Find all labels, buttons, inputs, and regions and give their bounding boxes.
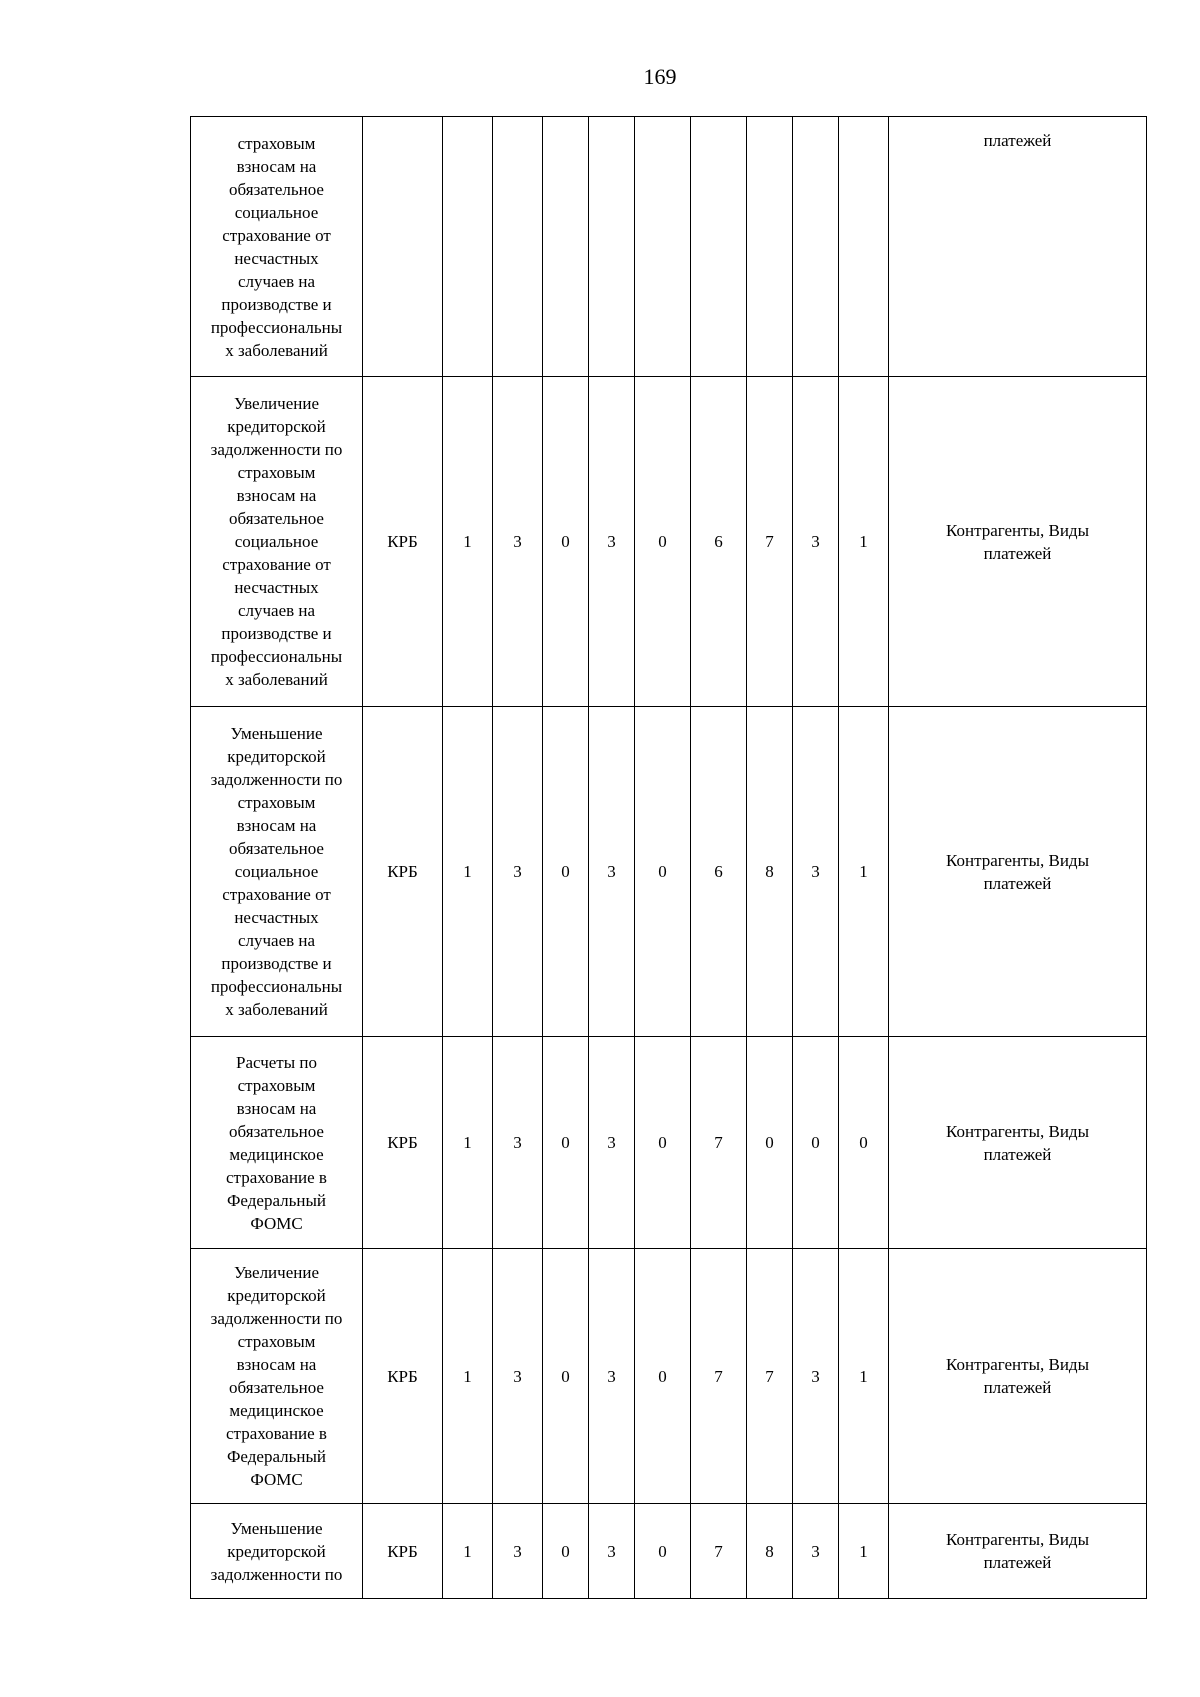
source-code-cell: КРБ	[363, 1037, 443, 1249]
description-line: медицинское	[229, 1144, 324, 1164]
account-digit-cell: 3	[493, 1037, 543, 1249]
account-digit-cell	[793, 117, 839, 377]
account-digit-cell: 3	[793, 1504, 839, 1599]
account-digit-cell: 3	[589, 1037, 635, 1249]
analytics-line: платежей	[983, 543, 1052, 563]
account-digit-cell: 3	[493, 1249, 543, 1504]
table-row	[191, 1504, 1147, 1599]
description-line: х заболеваний	[225, 340, 328, 360]
description-line: ФОМС	[250, 1213, 303, 1233]
analytics-cell	[889, 1504, 1147, 1599]
description-line: ФОМС	[250, 1470, 303, 1489]
row-description	[191, 1249, 363, 1504]
account-digit-cell: 0	[543, 377, 589, 707]
description-line: кредиторской	[227, 747, 326, 766]
description-line: несчастных	[234, 248, 319, 268]
description-line: страхование от	[222, 225, 331, 245]
account-digit-cell: 0	[543, 707, 589, 1037]
description-line: случаев на	[237, 931, 316, 950]
account-digit-cell: 6	[691, 707, 747, 1037]
account-digit-cell	[635, 117, 691, 377]
description-line: взносам на	[236, 816, 317, 835]
row-description	[191, 1037, 363, 1249]
account-digit-cell: 3	[793, 1249, 839, 1504]
source-code-cell: КРБ	[363, 377, 443, 707]
account-digit-cell: 1	[443, 1037, 493, 1249]
table-row	[191, 377, 1147, 707]
row-description	[191, 707, 363, 1037]
description-line: профессиональны	[210, 647, 343, 666]
description-line: производстве и	[221, 954, 332, 973]
account-digit-cell: 7	[691, 1504, 747, 1599]
source-code-cell	[363, 117, 443, 377]
description-line: кредиторской	[227, 1286, 326, 1305]
account-digit-cell: 3	[589, 1504, 635, 1599]
analytics-line: Контрагенты, Виды	[945, 1121, 1090, 1141]
account-digit-cell: 7	[691, 1037, 747, 1249]
account-digit-cell: 3	[589, 707, 635, 1037]
account-digit-cell	[589, 117, 635, 377]
account-digit-cell: 3	[589, 1249, 635, 1504]
description-line: обязательное	[229, 839, 324, 858]
account-digit-cell: 3	[493, 1504, 543, 1599]
account-digit-cell: 0	[793, 1037, 839, 1249]
description-line: случаев на	[237, 271, 316, 291]
account-digit-cell: 3	[793, 707, 839, 1037]
description-line: задолженности по	[210, 440, 343, 459]
description-line: Уменьшение	[230, 1518, 323, 1538]
account-digit-cell: 1	[443, 1504, 493, 1599]
description-line: несчастных	[234, 908, 319, 927]
account-digit-cell: 1	[839, 1249, 889, 1504]
description-line: взносам на	[236, 486, 317, 505]
account-digit-cell: 8	[747, 707, 793, 1037]
description-line: кредиторской	[227, 417, 326, 436]
account-digit-cell: 1	[839, 377, 889, 707]
account-digit-cell: 3	[493, 707, 543, 1037]
description-line: Федеральный	[227, 1447, 326, 1466]
description-line: социальное	[234, 862, 319, 881]
account-digit-cell: 0	[543, 1249, 589, 1504]
analytics-line: Контрагенты, Виды	[945, 1530, 1090, 1549]
table-row	[191, 117, 1147, 377]
description-line: страховым	[237, 793, 316, 812]
account-digit-cell: 0	[543, 1037, 589, 1249]
description-line: обязательное	[229, 179, 324, 199]
analytics-line: платежей	[983, 131, 1052, 150]
description-line: страховым	[237, 463, 316, 482]
account-digit-cell: 3	[793, 377, 839, 707]
description-line: медицинское	[229, 1401, 324, 1420]
account-digit-cell	[543, 117, 589, 377]
description-line: социальное	[234, 202, 319, 222]
description-line: производстве и	[221, 294, 332, 314]
account-digit-cell: 0	[635, 707, 691, 1037]
description-line: профессиональны	[210, 317, 343, 337]
description-line: страхование от	[222, 885, 331, 904]
description-line: Уменьшение	[230, 724, 323, 743]
description-line: задолженности по	[210, 770, 343, 789]
description-line: обязательное	[229, 1121, 324, 1141]
table-row	[191, 707, 1147, 1037]
description-line: обязательное	[229, 1378, 324, 1397]
account-digit-cell: 7	[747, 1249, 793, 1504]
description-line: Увеличение	[233, 1263, 319, 1282]
description-line: обязательное	[229, 509, 324, 528]
account-digit-cell: 0	[543, 1504, 589, 1599]
description-line: страхование в	[226, 1167, 327, 1187]
page-number: 169	[643, 64, 677, 89]
account-digit-cell: 3	[589, 377, 635, 707]
account-digit-cell: 7	[747, 377, 793, 707]
account-digit-cell: 1	[839, 707, 889, 1037]
account-digit-cell: 1	[443, 1249, 493, 1504]
accounts-table	[190, 116, 1147, 1599]
analytics-cell	[889, 707, 1147, 1037]
analytics-line: платежей	[983, 1553, 1052, 1572]
table-body	[191, 117, 1147, 1599]
analytics-line: платежей	[983, 1378, 1052, 1397]
description-line: задолженности по	[210, 1564, 343, 1584]
account-digit-cell: 7	[691, 1249, 747, 1504]
description-line: Федеральный	[227, 1190, 326, 1210]
account-digit-cell	[691, 117, 747, 377]
description-line: социальное	[234, 532, 319, 551]
row-description	[191, 377, 363, 707]
account-digit-cell	[747, 117, 793, 377]
description-line: страхование от	[222, 555, 331, 574]
account-digit-cell: 8	[747, 1504, 793, 1599]
table-row	[191, 1037, 1147, 1249]
analytics-cell	[889, 377, 1147, 707]
account-digit-cell: 0	[747, 1037, 793, 1249]
analytics-line: Контрагенты, Виды	[945, 850, 1090, 870]
description-line: взносам на	[236, 1355, 317, 1374]
account-digit-cell: 3	[493, 377, 543, 707]
description-line: профессиональны	[210, 977, 343, 996]
analytics-line: платежей	[983, 1144, 1052, 1164]
account-digit-cell	[443, 117, 493, 377]
analytics-cell	[889, 117, 1147, 377]
table-row	[191, 1249, 1147, 1504]
description-line: страховым	[237, 1075, 316, 1095]
analytics-line: платежей	[983, 873, 1052, 893]
source-code-cell: КРБ	[363, 1504, 443, 1599]
source-code-cell: КРБ	[363, 1249, 443, 1504]
description-line: несчастных	[234, 578, 319, 597]
description-line: взносам на	[236, 1098, 317, 1118]
account-digit-cell	[839, 117, 889, 377]
description-line: х заболеваний	[225, 1000, 328, 1019]
analytics-cell	[889, 1037, 1147, 1249]
description-line: производстве и	[221, 624, 332, 643]
description-line: Увеличение	[233, 394, 319, 413]
row-description	[191, 117, 363, 377]
description-line: х заболеваний	[225, 670, 328, 689]
account-digit-cell: 6	[691, 377, 747, 707]
account-digit-cell: 0	[839, 1037, 889, 1249]
analytics-line: Контрагенты, Виды	[945, 520, 1090, 540]
account-digit-cell: 0	[635, 1504, 691, 1599]
account-digit-cell: 0	[635, 1037, 691, 1249]
analytics-line: Контрагенты, Виды	[945, 1355, 1090, 1374]
description-line: случаев на	[237, 601, 316, 620]
account-digit-cell: 1	[443, 707, 493, 1037]
description-line: Расчеты по	[236, 1052, 317, 1072]
analytics-cell	[889, 1249, 1147, 1504]
description-line: страховым	[237, 133, 316, 153]
description-line: кредиторской	[227, 1541, 326, 1561]
description-line: задолженности по	[210, 1309, 343, 1328]
account-digit-cell: 0	[635, 1249, 691, 1504]
account-digit-cell	[493, 117, 543, 377]
row-description	[191, 1504, 363, 1599]
description-line: взносам на	[236, 156, 317, 176]
source-code-cell: КРБ	[363, 707, 443, 1037]
account-digit-cell: 1	[443, 377, 493, 707]
account-digit-cell: 0	[635, 377, 691, 707]
description-line: страхование в	[226, 1424, 327, 1443]
account-digit-cell: 1	[839, 1504, 889, 1599]
description-line: страховым	[237, 1332, 316, 1351]
